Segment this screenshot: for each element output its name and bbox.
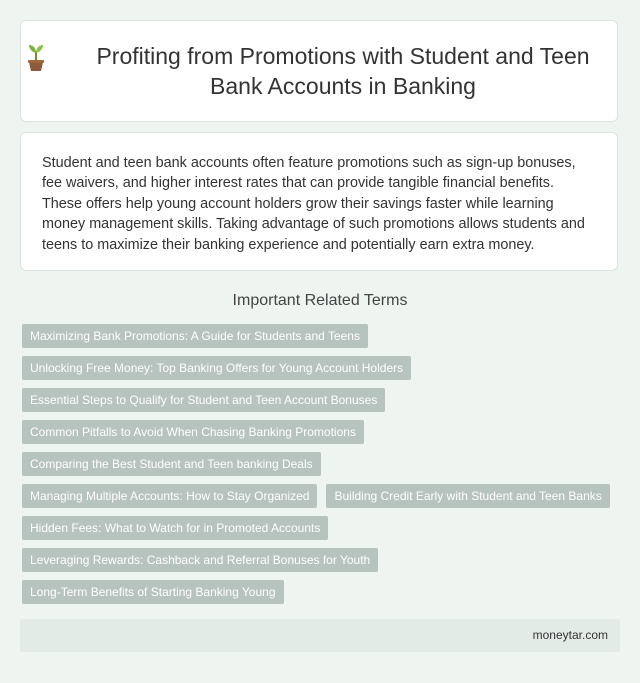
terms-row [22, 324, 622, 348]
terms-heading: Important Related Terms [232, 292, 408, 309]
term-tag[interactable]: Long-Term Benefits of Starting Banking Young [22, 580, 284, 604]
term-tag[interactable]: Unlocking Free Money: Top Banking Offers for Young Account Holders [22, 356, 411, 380]
term-tag[interactable]: Maximizing Bank Promotions: A Guide for Students and Teens [22, 324, 368, 348]
terms-row [22, 420, 622, 444]
term-tag[interactable]: Essential Steps to Qualify for Student and Teen Account Bonuses [22, 388, 385, 412]
term-tag[interactable]: Hidden Fees: What to Watch for in Promoted Accounts [22, 516, 328, 540]
page-title: Profiting from Promotions with Student and Teen Bank Accounts in Banking [96, 43, 590, 99]
term-tag[interactable]: Managing Multiple Accounts: How to Stay Organized [22, 484, 317, 508]
terms-row [22, 516, 622, 540]
footer-site-link[interactable]: moneytar.com [532, 628, 608, 642]
term-tag[interactable]: Comparing the Best Student and Teen banking Deals [22, 452, 321, 476]
term-tag[interactable]: Building Credit Early with Student and Teen Banks [326, 484, 609, 508]
title-wrap [21, 41, 617, 101]
term-tag[interactable]: Common Pitfalls to Avoid When Chasing Banking Promotions [22, 420, 364, 444]
intro-paragraph: Student and teen bank accounts often feature promotions such as sign-up bonuses, fee waivers, and higher interest rates that can provide tangible financial benefits. These offers help young account holders grow their savings faster while learning money management skills. Taking advantage of such promotions allows students and teens to maximize their banking experience and potentially earn extra money. [42, 155, 585, 253]
related-terms [22, 324, 622, 612]
terms-row [22, 484, 622, 508]
title-card [20, 20, 618, 122]
term-tag[interactable]: Leveraging Rewards: Cashback and Referral Bonuses for Youth [22, 548, 378, 572]
seedling-icon [21, 42, 51, 72]
intro-card [20, 132, 618, 271]
footer [20, 619, 620, 652]
terms-row [22, 356, 622, 380]
terms-row [22, 452, 622, 476]
terms-row [22, 580, 622, 604]
terms-row [22, 548, 622, 572]
terms-row [22, 388, 622, 412]
